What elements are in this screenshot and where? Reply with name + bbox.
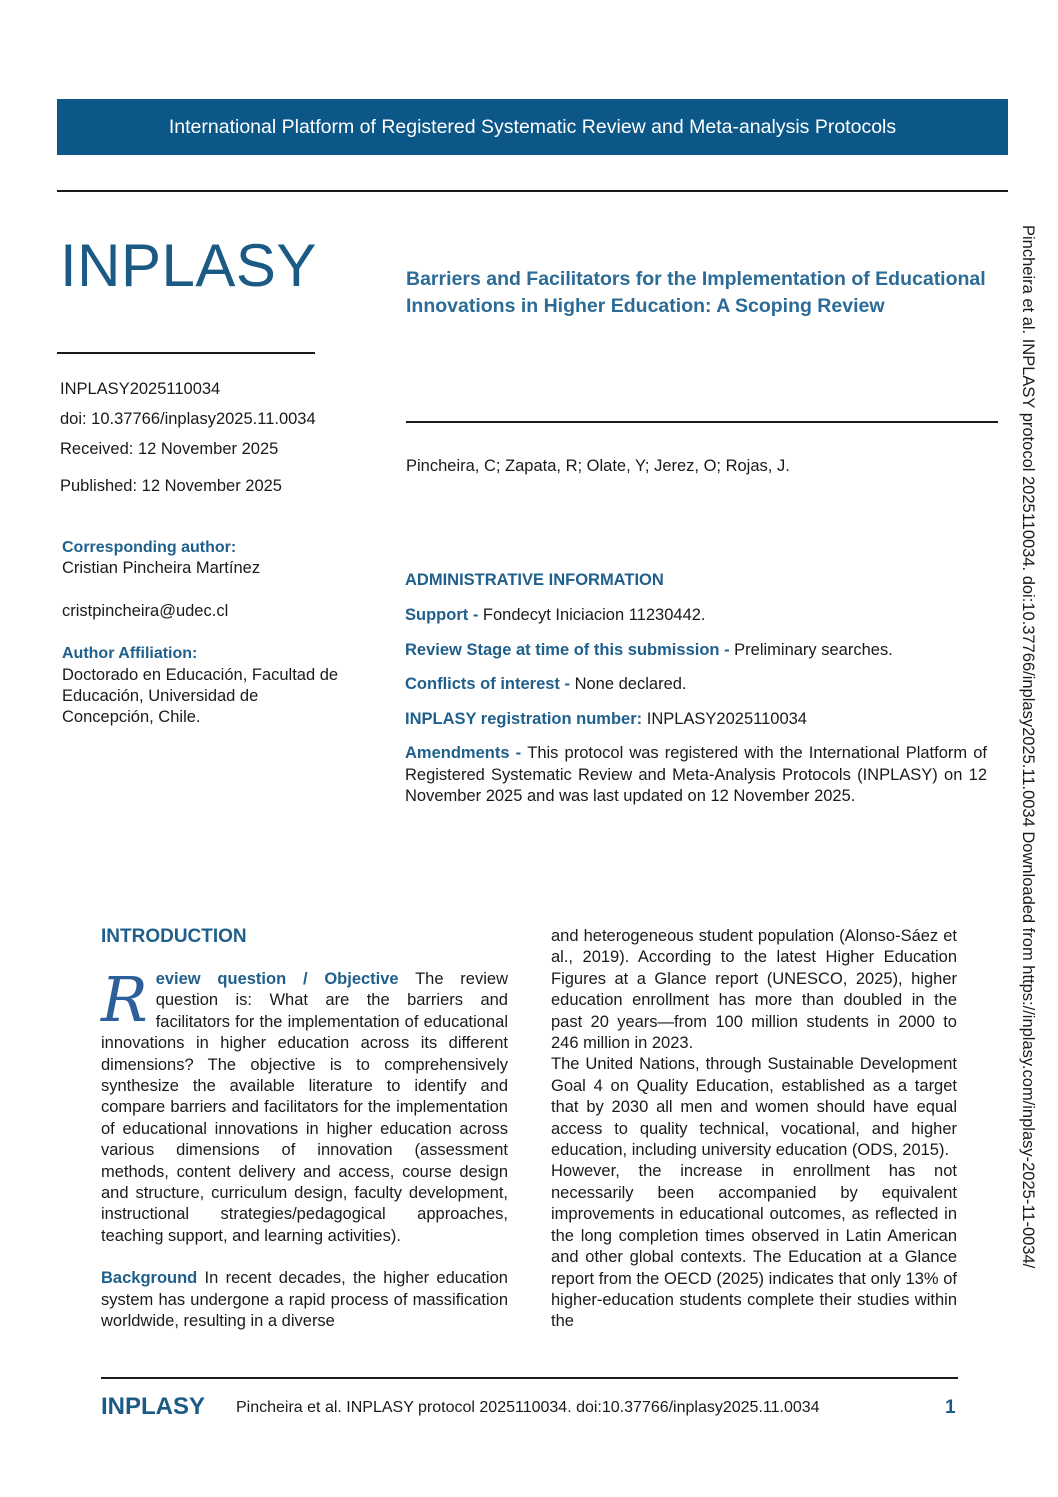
footer-logo: INPLASY: [101, 1393, 206, 1420]
amendments-label: Amendments -: [405, 744, 528, 762]
conflicts-row: [405, 675, 687, 694]
header-banner: [57, 99, 1008, 155]
right-paragraph-3: However, the increase in enrollment has not necessarily been accompanied by equivalent improvements in educational outcomes, as reflected in the long completion times observed in Latin American and other global contexts. The Education at a Glance report from the OECD (2025) indicates that only 13% of higher-education students complete their studies within the: [551, 1162, 957, 1331]
affiliation-text: Doctorado en Educación, Facultad de Educación, Universidad de Concepción, Chile.: [62, 666, 339, 726]
amendments-value: This protocol was registered with the International Platform of Registered Systematic Review and Meta-Analysis Protocols (INPLASY) on 12 November 2025 and was last updated on 12 November 2025.: [405, 744, 988, 805]
right-paragraph-1: and heterogeneous student population (Alonso-Sáez et al., 2019). According to the latest Higher Education Figures at a Glance report (UNESCO, 2025), higher education enrollment has more than doubled in the past 20 years—from 100 million students in 2000 to 246 million in 2023.: [551, 927, 957, 1053]
registration-label: INPLASY registration number:: [405, 710, 647, 728]
published-date: Published: 12 November 2025: [60, 477, 282, 495]
registration-value: INPLASY2025110034: [646, 710, 807, 728]
affiliation-label: Author Affiliation:: [62, 645, 198, 662]
inplasy-logo: INPLASY: [60, 232, 317, 299]
background-heading: Background: [101, 1269, 198, 1288]
introduction-heading: INTRODUCTION: [101, 926, 247, 947]
stage-row: [405, 641, 893, 660]
protocol-id: INPLASY2025110034: [60, 380, 221, 398]
review-question-heading: eview question / Objective: [155, 970, 399, 988]
right-column: [551, 926, 957, 1333]
corresponding-email[interactable]: cristpincheira@udec.cl: [62, 602, 229, 620]
top-rule: [57, 190, 1008, 192]
conflicts-label: Conflicts of interest -: [405, 675, 575, 693]
side-download-text: Pincheira et al. INPLASY protocol 2025110034. doi:10.37766/inplasy2025.11.0034 Downloaded from https://inplasy.com/inplasy-2025-11-0034/: [1019, 225, 1037, 1269]
conflicts-value: None declared.: [574, 675, 687, 693]
stage-label: Review Stage at time of this submission -: [405, 641, 735, 659]
corresponding-name: Cristian Pincheira Martínez: [62, 559, 261, 577]
background-text: In recent decades, the higher education system has undergone a rapid process of massification worldwide, resulting in a diverse: [101, 1269, 508, 1331]
left-column: [101, 963, 508, 1333]
right-paragraph-2: The United Nations, through Sustainable Development Goal 4 on Quality Education, established as a target that by 2030 all men and women should have equal access to quality technical, vocational, and higher education, including university education (ODS, 2015).: [551, 1055, 957, 1160]
support-row: [405, 606, 706, 625]
review-question-paragraph: [101, 963, 508, 1247]
support-label: Support -: [405, 606, 483, 624]
admin-heading: ADMINISTRATIVE INFORMATION: [405, 571, 664, 589]
corresponding-label: Corresponding author:: [62, 539, 237, 556]
side-download-note: [1018, 225, 1046, 1385]
banner-text: International Platform of Registered Systematic Review and Meta-analysis Protocols: [168, 115, 897, 138]
amendments-paragraph: [405, 743, 987, 808]
support-value: Fondecyt Iniciacion 11230442.: [482, 606, 706, 624]
article-title: Barriers and Facilitators for the Implementation of Educational Innovations in Higher Education: A Scoping Review: [406, 268, 986, 317]
background-paragraph: [101, 1268, 508, 1332]
title-rule: [406, 421, 998, 423]
footer-citation: Pincheira et al. INPLASY protocol 2025110034. doi:10.37766/inplasy2025.11.0034: [236, 1399, 820, 1416]
author-list: Pincheira, C; Zapata, R; Olate, Y; Jerez, O; Rojas, J.: [406, 457, 790, 475]
stage-value: Preliminary searches.: [734, 641, 893, 659]
logo-rule: [57, 352, 315, 354]
review-question-text: The review question is: What are the barriers and facilitators for the implementation of educational innovations in higher education across its different dimensions? The objective is to comprehensively synthesize the available literature to identify and compare barriers and facilitators for the implementation of educational innovations in higher education across various dimensions of innovation (assessment methods, content delivery and access, course design and structure, curriculum design, faculty development, instructional strategies/pedagogical approaches, teaching support, and learning activities).: [101, 970, 508, 1245]
drop-cap: R: [101, 963, 148, 1036]
doi-text: doi: 10.37766/inplasy2025.11.0034: [60, 410, 316, 428]
received-date: Received: 12 November 2025: [60, 440, 279, 458]
page-number: 1: [945, 1397, 956, 1418]
registration-row: [405, 710, 807, 729]
footer-rule: [101, 1377, 958, 1379]
